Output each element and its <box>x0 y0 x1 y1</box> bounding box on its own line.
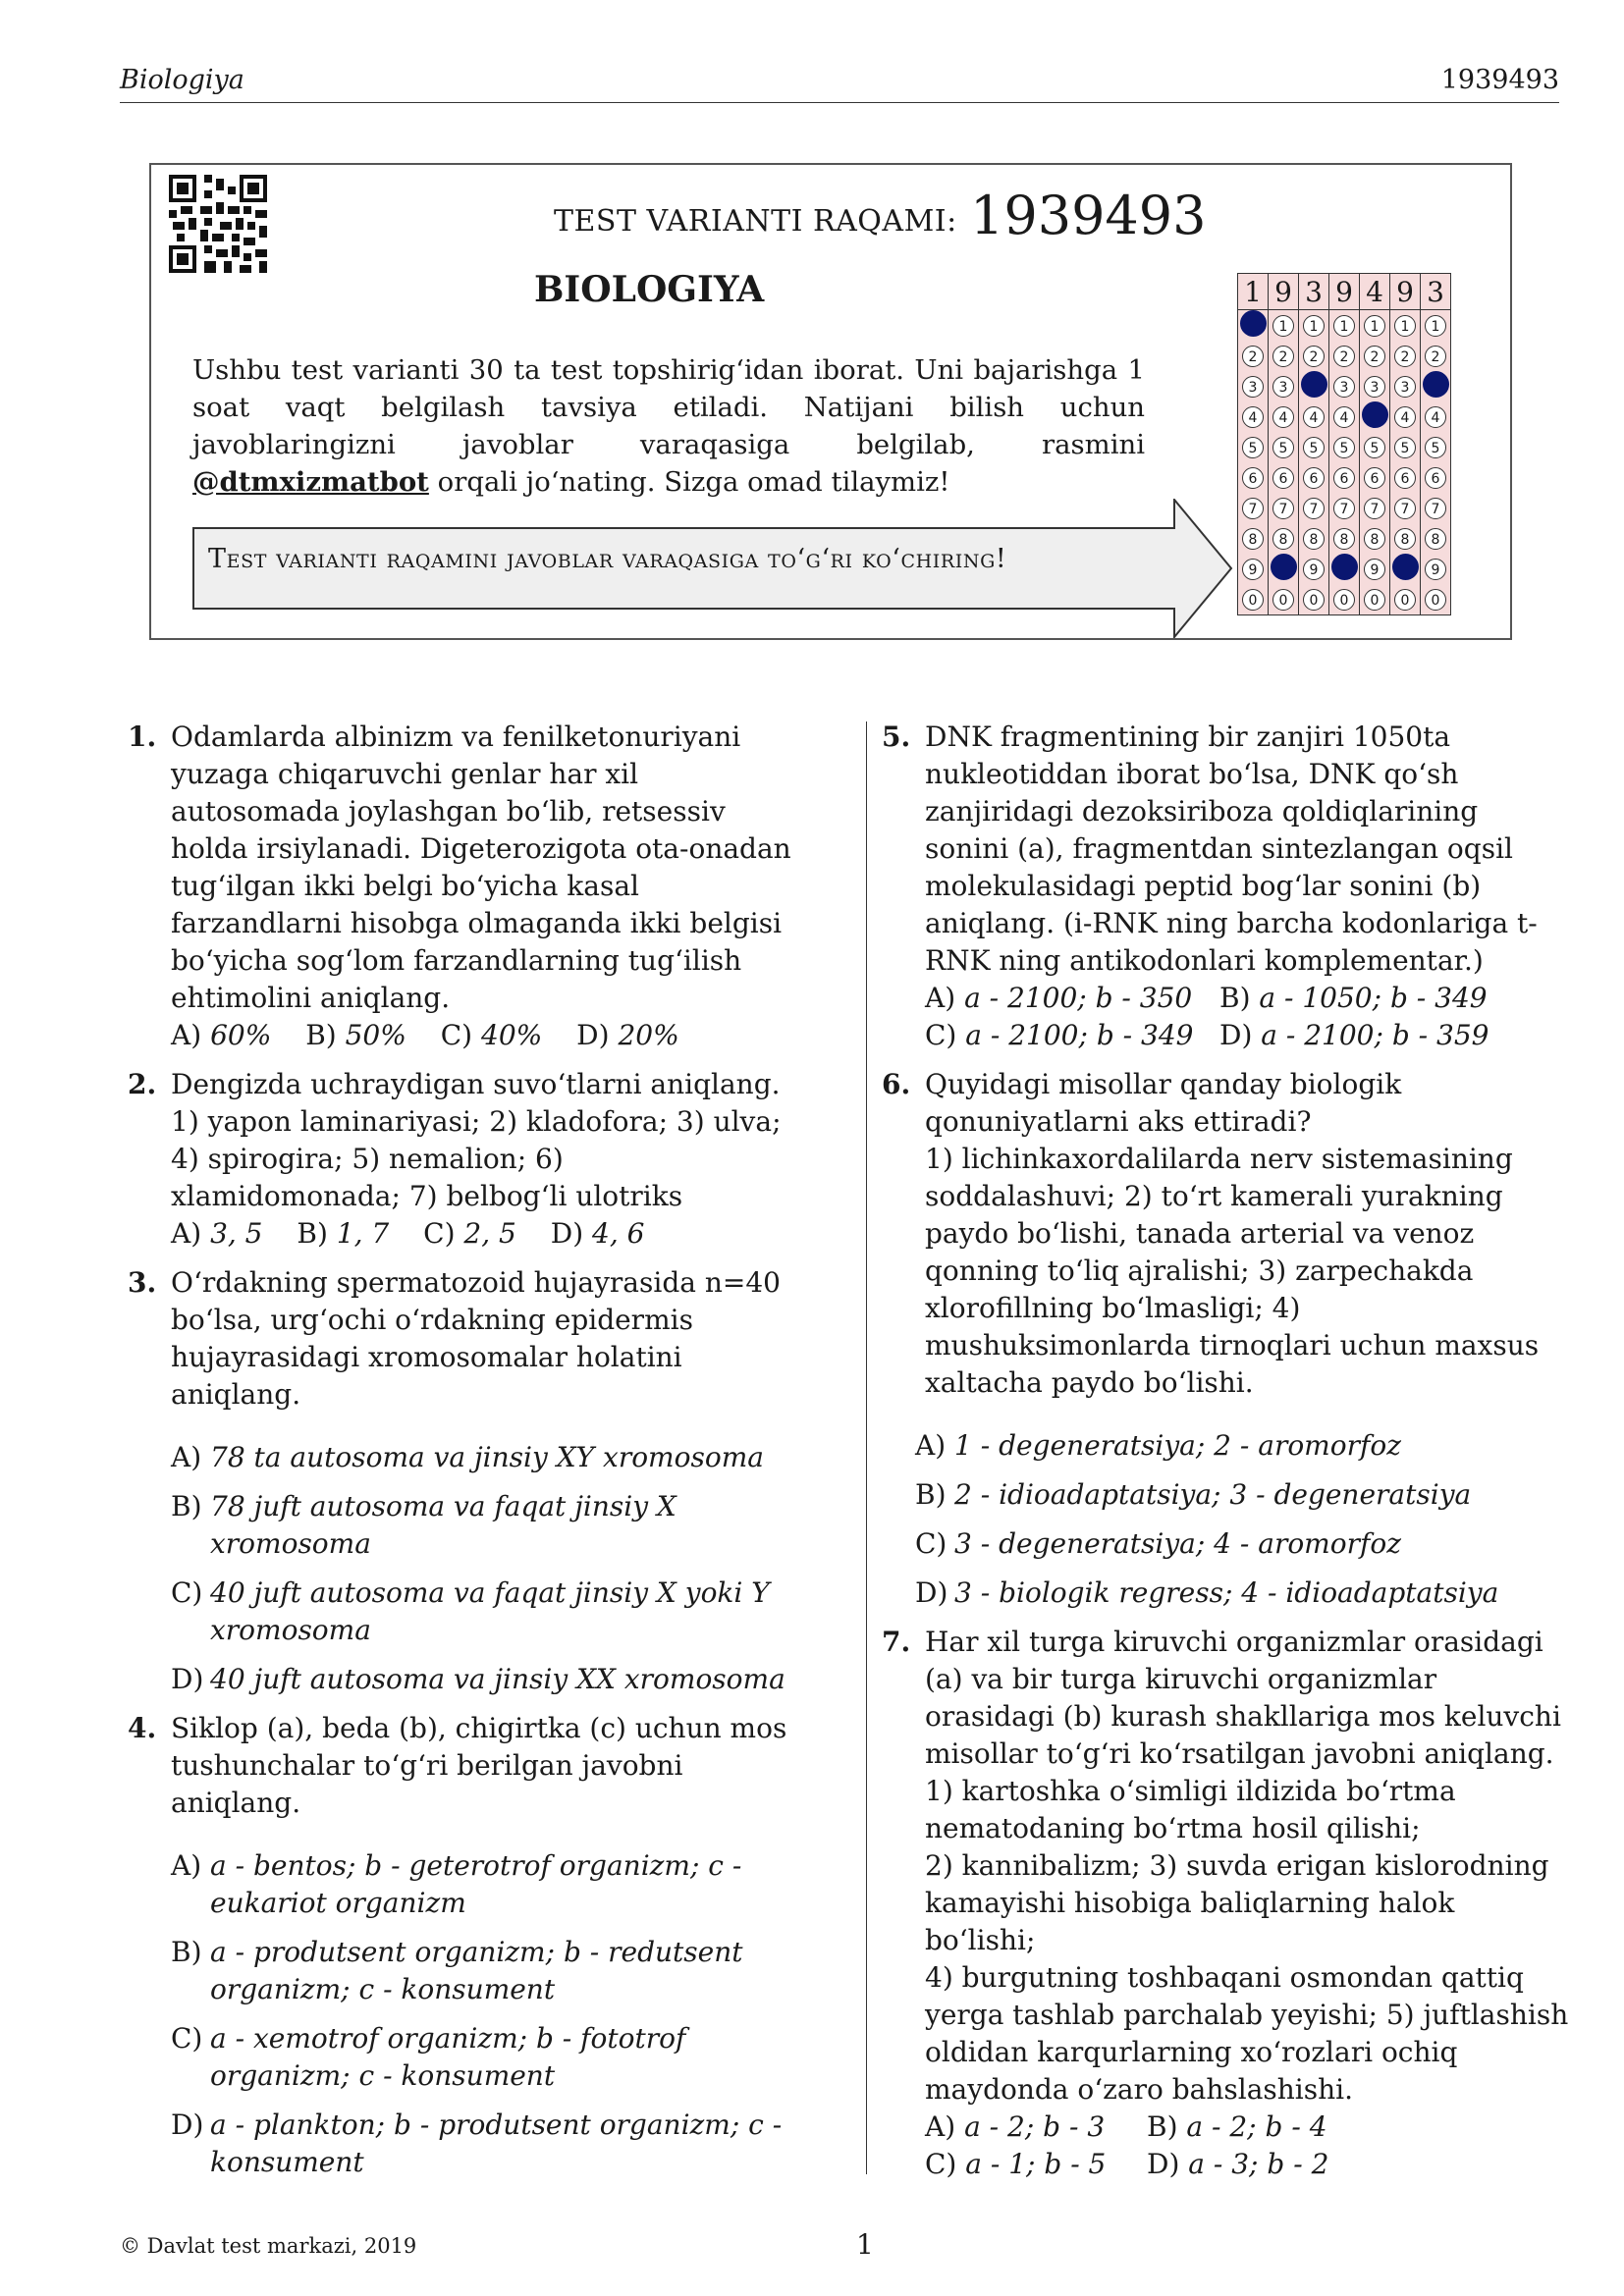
answer-options <box>171 1215 795 1253</box>
bubble[interactable]: 5 <box>1272 437 1294 458</box>
right-column <box>882 719 1569 2195</box>
bubble[interactable]: 7 <box>1333 498 1355 519</box>
question-text: O‘rdakning spermatozoid hujayrasida n=40 bo‘lsa, urg‘ochi o‘rdakning epidermis hujayrasidagi xromosomalar holatini aniqlang. <box>171 1266 781 1411</box>
bubble[interactable]: 1 <box>1394 315 1416 337</box>
option-value: 78 juft autosoma va faqat jinsiy X xromosoma <box>210 1490 677 1560</box>
bubble[interactable]: 7 <box>1364 498 1385 519</box>
bubble[interactable]: 5 <box>1364 437 1385 458</box>
bubble[interactable]: 9 <box>1303 559 1325 580</box>
option-a[interactable] <box>171 1439 795 1476</box>
bubble[interactable]: 3 <box>1364 376 1385 398</box>
question-text: Odamlarda albinizm va fenilketonuriyani yuzaga chiqaruvchi genlar har xil autosomada joylashgan bo‘lib, retsessiv holda irsiylanadi. Digeterozigota ota-onadan tug‘ilgan ikki belgi bo‘yicha kasal farzandlarni hisobga olmaganda ikki belgisi bo‘yicha sog‘lom farzandlarning tug‘ilish ehtimolini aniqlang. <box>171 721 791 1014</box>
option-letter: D) <box>1147 2148 1180 2180</box>
bubble[interactable]: 6 <box>1364 467 1385 489</box>
option-b[interactable] <box>1219 980 1514 1017</box>
question-number: 4. <box>128 1712 157 1744</box>
left-column <box>128 719 795 2193</box>
option-letter: D) <box>550 1217 584 1250</box>
option-value: 2 - idioadaptatsiya; 3 - degeneratsiya <box>954 1478 1472 1511</box>
bubble[interactable]: 3 <box>1333 376 1355 398</box>
option-c[interactable] <box>441 1019 543 1051</box>
bubble[interactable]: 0 <box>1425 589 1446 611</box>
option-d[interactable] <box>171 2107 795 2181</box>
question-number: 2. <box>128 1068 157 1100</box>
bubble[interactable]: 2 <box>1333 346 1355 367</box>
grid-digit: 3 <box>1421 274 1451 310</box>
column-divider <box>866 721 867 2174</box>
option-letter: A) <box>925 982 956 1014</box>
option-value: 40 juft autosoma va faqat jinsiy X yoki Y xromosoma <box>210 1576 770 1646</box>
bubble[interactable]: 7 <box>1425 498 1446 519</box>
question-number: 7. <box>882 1626 911 1658</box>
bubble[interactable]: 3 <box>1394 376 1416 398</box>
bubble[interactable]: 0 <box>1272 589 1294 611</box>
option-value: a - 2; b - 4 <box>1186 2110 1327 2143</box>
bubble[interactable]: 6 <box>1303 467 1325 489</box>
question-item: 2) kannibalizm; 3) suvda erigan kislorodning kamayishi hisobiga baliqlarning halok bo‘lishi; <box>925 1849 1549 1956</box>
bubble[interactable]: 5 <box>1242 437 1264 458</box>
option-letter: C) <box>925 1019 957 1051</box>
bubble[interactable]: 7 <box>1303 498 1325 519</box>
bubble[interactable]: 8 <box>1364 528 1385 550</box>
header-subject: Biologiya <box>120 65 244 95</box>
option-value: a - 2100; b - 349 <box>965 1019 1194 1051</box>
bubble[interactable]: 5 <box>1303 437 1325 458</box>
option-d[interactable] <box>1147 2146 1441 2183</box>
option-value: 1 - degeneratsiya; 2 - aromorfoz <box>954 1429 1401 1462</box>
grid-digit: 4 <box>1360 274 1390 310</box>
answer-options <box>925 980 1569 1054</box>
option-d[interactable] <box>551 1217 645 1250</box>
option-letter: A) <box>915 1429 947 1462</box>
bot-link[interactable]: @dtmxizmatbot <box>192 466 429 498</box>
option-value: a - 2100; b - 350 <box>964 982 1193 1014</box>
bubble[interactable]: 1 <box>1364 315 1385 337</box>
bubble[interactable]: 6 <box>1425 467 1446 489</box>
question-5 <box>882 719 1569 1054</box>
bubble[interactable]: 0 <box>1364 589 1385 611</box>
page-number: 1 <box>856 2228 874 2261</box>
option-letter: C) <box>915 1527 947 1560</box>
option-letter: B) <box>171 1490 202 1522</box>
option-c[interactable] <box>915 1525 1569 1563</box>
option-a[interactable] <box>171 1847 795 1922</box>
question-6 <box>882 1066 1569 1612</box>
bubble[interactable]: 0 <box>1333 589 1355 611</box>
option-c[interactable] <box>925 2146 1147 2183</box>
option-value: 3 - biologik regress; 4 - idioadaptatsiya <box>954 1576 1499 1609</box>
bubble[interactable]: 7 <box>1272 498 1294 519</box>
option-value: a - bentos; b - geterotrof organizm; c - eukariot organizm <box>210 1849 742 1919</box>
option-value: 1, 7 <box>336 1217 390 1250</box>
option-letter: B) <box>297 1217 328 1250</box>
option-a[interactable] <box>925 2109 1147 2146</box>
option-c[interactable] <box>171 2020 795 2095</box>
option-letter: A) <box>925 2110 956 2143</box>
grid-digit: 9 <box>1329 274 1360 310</box>
question-3 <box>128 1264 795 1698</box>
bubble[interactable]: 4 <box>1272 406 1294 428</box>
option-b[interactable] <box>171 1488 795 1563</box>
option-d[interactable] <box>915 1575 1569 1612</box>
option-c[interactable] <box>171 1575 795 1649</box>
bubble[interactable]: 0 <box>1394 589 1416 611</box>
option-letter: D) <box>576 1019 610 1051</box>
bubble[interactable]: 0 <box>1303 589 1325 611</box>
grid-digit: 3 <box>1299 274 1329 310</box>
option-letter: C) <box>440 1019 473 1051</box>
option-letter: D) <box>915 1576 948 1609</box>
bubble[interactable]: 0 <box>1242 589 1264 611</box>
answer-options <box>925 2109 1569 2183</box>
bubble[interactable]: 7 <box>1394 498 1416 519</box>
option-c[interactable] <box>925 1017 1219 1054</box>
option-letter: D) <box>171 2109 204 2141</box>
option-value: a - 1050; b - 349 <box>1259 982 1488 1014</box>
option-value: 40% <box>481 1019 543 1051</box>
question-item: 4) burgutning toshbaqani osmondan qattiq yerga tashlab parchalab yeyishi; 5) juftlashish oldidan karqurlarning xo‘rozlari ochiq maydonda o‘zaro bahslashishi. <box>925 1961 1569 2106</box>
bubble[interactable]: 4 <box>1303 406 1325 428</box>
bubble[interactable]: 5 <box>1394 437 1416 458</box>
option-value: a - 1; b - 5 <box>965 2148 1107 2180</box>
question-number: 5. <box>882 721 911 753</box>
bubble[interactable]: 6 <box>1333 467 1355 489</box>
option-value: 50% <box>345 1019 406 1051</box>
option-value: 40 juft autosoma va jinsiy XX xromosoma <box>210 1663 785 1695</box>
bubble[interactable]: 4 <box>1425 406 1446 428</box>
intro-part-1: Ushbu test varianti 30 ta test topshirig‘idan iborat. Uni bajarishga 1 soat vaqt belgilash tavsiya etiladi. Natijani bilish uchun javoblaringizni javoblar varaqasiga belgilab, rasmini <box>192 354 1145 460</box>
question-number: 1. <box>128 721 157 753</box>
option-b[interactable] <box>297 1217 389 1250</box>
option-value: 3 - degeneratsiya; 4 - aromorfoz <box>954 1527 1401 1560</box>
bubble[interactable]: 2 <box>1272 346 1294 367</box>
header-variant-number: 1939493 <box>1440 65 1559 95</box>
bubble[interactable]: 5 <box>1425 437 1446 458</box>
option-letter: D) <box>1219 1019 1253 1051</box>
bubble[interactable]: 3 <box>1272 376 1294 398</box>
bubble[interactable]: 8 <box>1394 528 1416 550</box>
bubble[interactable]: 2 <box>1242 346 1264 367</box>
option-d[interactable] <box>171 1661 795 1698</box>
bubble-filled[interactable] <box>1240 310 1267 337</box>
bubble[interactable]: 1 <box>1333 315 1355 337</box>
bubble[interactable]: 6 <box>1272 467 1294 489</box>
intro-text <box>192 351 1145 501</box>
subject-title: BIOLOGIYA <box>534 269 765 310</box>
option-d[interactable] <box>576 1019 679 1051</box>
bubble[interactable]: 8 <box>1272 528 1294 550</box>
question-items: 1) yapon laminariyasi; 2) kladofora; 3) ulva; 4) spirogira; 5) nemalion; 6) xlamidomonada; 7) belbog‘li ulotriks <box>171 1105 782 1212</box>
bubble[interactable]: 7 <box>1242 498 1264 519</box>
question-item: 1) kartoshka o‘simligi ildizida bo‘rtma nematodaning bo‘rtma hosil qilishi; <box>925 1775 1456 1844</box>
option-a[interactable] <box>171 1217 263 1250</box>
intro-part-2: orqali jo‘nating. Sizga omad tilaymiz! <box>428 466 950 498</box>
bubble-filled[interactable] <box>1271 554 1297 580</box>
bubble[interactable]: 8 <box>1333 528 1355 550</box>
bubble[interactable]: 5 <box>1333 437 1355 458</box>
bubble[interactable]: 9 <box>1242 559 1264 580</box>
question-text: DNK fragmentining bir zanjiri 1050ta nukleotiddan iborat bo‘lsa, DNK qo‘sh zanjiridagi dezoksiriboza qoldiqlarining sonini (a), fragmentdan sintezlangan oqsil molekulasidagi peptid bog‘lar sonini (b) aniqlang. (i-RNK ning barcha kodonlariga t-RNK ning antikodonlari komplementar.) <box>925 721 1538 977</box>
bubble[interactable]: 3 <box>1242 376 1264 398</box>
variant-number: 1939493 <box>970 185 1207 246</box>
question-4 <box>128 1710 795 2181</box>
bubble-filled[interactable] <box>1392 554 1419 580</box>
bubble-filled[interactable] <box>1331 554 1358 580</box>
option-b[interactable] <box>305 1019 406 1051</box>
option-a[interactable] <box>925 980 1219 1017</box>
header-rule <box>120 102 1559 103</box>
question-number: 6. <box>882 1068 911 1100</box>
bubble[interactable]: 8 <box>1242 528 1264 550</box>
qr-code-icon <box>169 175 267 273</box>
bubble[interactable]: 1 <box>1272 315 1294 337</box>
option-letter: A) <box>171 1441 202 1473</box>
bubble[interactable]: 9 <box>1425 559 1446 580</box>
bubble[interactable]: 2 <box>1394 346 1416 367</box>
question-text: Quyidagi misollar qanday biologik qonuniyatlarni aks ettiradi? <box>925 1068 1402 1138</box>
option-value: a - 2100; b - 359 <box>1261 1019 1489 1051</box>
question-text: Har xil turga kiruvchi organizmlar orasidagi (a) va bir turga kiruvchi organizmlar orasidagi (b) kurash shakllariga mos keluvchi misollar to‘g‘ri ko‘rsatilgan javobni aniqlang. <box>925 1626 1561 1770</box>
option-d[interactable] <box>1219 1017 1514 1054</box>
option-letter: B) <box>1147 2110 1178 2143</box>
variant-bubble-grid <box>1237 273 1451 615</box>
option-b[interactable] <box>1147 2109 1441 2146</box>
grid-digit: 9 <box>1269 274 1299 310</box>
option-letter: A) <box>171 1019 202 1051</box>
bubble[interactable]: 6 <box>1242 467 1264 489</box>
option-c[interactable] <box>423 1217 516 1250</box>
option-value: 20% <box>618 1019 679 1051</box>
option-letter: A) <box>171 1217 202 1250</box>
bubble[interactable]: 2 <box>1364 346 1385 367</box>
option-value: 78 ta autosoma va jinsiy XY xromosoma <box>210 1441 764 1473</box>
cover-box <box>149 163 1512 640</box>
option-letter: B) <box>1219 982 1251 1014</box>
option-value: a - 2; b - 3 <box>964 2110 1106 2143</box>
bubble[interactable]: 8 <box>1303 528 1325 550</box>
question-7 <box>882 1624 1569 2183</box>
option-letter: B) <box>171 1936 202 1968</box>
option-letter: C) <box>171 2022 203 2055</box>
option-letter: B) <box>915 1478 947 1511</box>
option-value: a - 3; b - 2 <box>1188 2148 1329 2180</box>
bubble[interactable]: 6 <box>1394 467 1416 489</box>
answer-options <box>171 1017 795 1054</box>
option-b[interactable] <box>915 1476 1569 1514</box>
option-letter: B) <box>305 1019 337 1051</box>
option-letter: C) <box>423 1217 456 1250</box>
option-value: a - produtsent organizm; b - redutsent organizm; c - konsument <box>210 1936 743 2005</box>
bubble[interactable]: 8 <box>1425 528 1446 550</box>
variant-label: TEST VARIANTI RAQAMI: <box>554 204 957 239</box>
option-value: 2, 5 <box>463 1217 516 1250</box>
bubble[interactable]: 2 <box>1425 346 1446 367</box>
question-items: 1) lichinkaxordalilarda nerv sistemasining soddalashuvi; 2) to‘rt kamerali yurakning paydo bo‘lishi, tanada arterial va venoz qonning to‘liq ajralishi; 3) zarpechakda xlorofillning bo‘lmasligi; 4) mushuksimonlarda tirnoqlari uchun maxsus xaltacha paydo bo‘lishi. <box>925 1143 1540 1399</box>
grid-digit: 9 <box>1390 274 1421 310</box>
bubble[interactable]: 4 <box>1394 406 1416 428</box>
option-a[interactable] <box>915 1427 1569 1465</box>
option-value: 4, 6 <box>592 1217 645 1250</box>
question-text: Dengizda uchraydigan suvo‘tlarni aniqlang. <box>171 1068 781 1100</box>
option-value: 60% <box>210 1019 272 1051</box>
question-1 <box>128 719 795 1054</box>
bubble-filled[interactable] <box>1362 401 1388 428</box>
bubble[interactable]: 1 <box>1425 315 1446 337</box>
option-value: a - plankton; b - produtsent organizm; c - konsument <box>210 2109 783 2178</box>
grid-digit: 1 <box>1238 274 1269 310</box>
bubble-filled[interactable] <box>1301 371 1327 398</box>
bubble[interactable]: 4 <box>1242 406 1264 428</box>
bubble[interactable]: 1 <box>1303 315 1325 337</box>
option-letter: D) <box>171 1663 204 1695</box>
option-value: 3, 5 <box>210 1217 263 1250</box>
bubble[interactable]: 9 <box>1364 559 1385 580</box>
bubble[interactable]: 4 <box>1333 406 1355 428</box>
question-text: Siklop (a), beda (b), chigirtka (c) uchun mos tushunchalar to‘g‘ri berilgan javobni aniqlang. <box>171 1712 787 1819</box>
option-letter: C) <box>925 2148 957 2180</box>
footer-copyright: © Davlat test markazi, 2019 <box>120 2234 417 2258</box>
question-2 <box>128 1066 795 1253</box>
bubble[interactable]: 2 <box>1303 346 1325 367</box>
arrow-instruction: Test varianti raqamini javoblar varaqasiga to‘g‘ri ko‘chiring! <box>208 544 1007 574</box>
option-a[interactable] <box>171 1019 271 1051</box>
option-value: a - xemotrof organizm; b - fototrof organizm; c - konsument <box>210 2022 686 2092</box>
option-letter: C) <box>171 1576 203 1609</box>
option-b[interactable] <box>171 1934 795 2008</box>
question-number: 3. <box>128 1266 157 1299</box>
option-letter: A) <box>171 1849 202 1882</box>
bubble-filled[interactable] <box>1423 371 1449 398</box>
